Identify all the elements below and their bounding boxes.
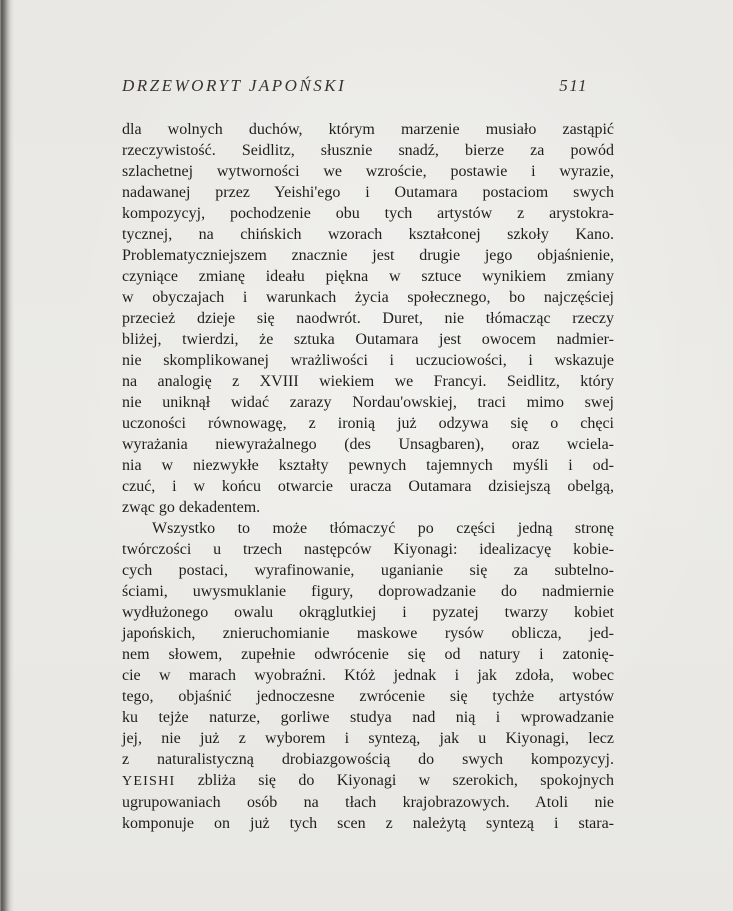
text-line: komponuje on już tych scen z należytą syntezą i stara- <box>122 815 614 832</box>
text-line: ugrupowaniach osób na tłach krajobrazowych. Atoli nie <box>122 794 614 811</box>
text-line: nie uniknął widać zarazy Nordau'owskiej, traci mimo swej <box>122 394 614 411</box>
text-line: wyrażania niewyrażalnego (des Unsagbaren), oraz wciela- <box>122 436 614 453</box>
text-line: ściami, uwysmuklanie figury, doprowadzanie do nadmiernie <box>122 583 614 600</box>
text-line: Wszystko to może tłómaczyć po części jedną stronę <box>152 520 614 537</box>
text-line: nem słowem, zupełnie odwrócenie się od natury i zatonię- <box>122 646 614 663</box>
text-line: szlachetnej wytworności we wzroście, postawie i wyrazie, <box>122 163 614 180</box>
text-line: YEISHI zbliża się do Kiyonagi w szerokich, spokojnych <box>122 772 614 789</box>
text-line: czuć, i w końcu otwarcie uracza Outamara dzisiejszą obelgą, <box>122 478 614 495</box>
text-line: ku tejże naturze, gorliwe studya nad nią i wprowadzanie <box>122 709 614 726</box>
text-line: twórczości u trzech następców Kiyonagi: idealizacyę kobie- <box>122 541 614 558</box>
text-line: przecież dzieje się naodwrót. Duret, nie tłómacząc rzeczy <box>122 310 614 327</box>
text-line: Problematyczniejszem znacznie jest drugie jego objaśnienie, <box>122 247 614 264</box>
text-line: uczoności równowagę, z ironią już odzywa się o chęci <box>122 415 614 432</box>
text-line: w obyczajach i warunkach życia społecznego, bo najczęściej <box>122 289 614 306</box>
running-title: DRZEWORYT JAPOŃSKI <box>122 76 347 95</box>
page-header <box>122 76 614 96</box>
text-line: wydłużonego owalu okrąglutkiej i pyzatej twarzy kobiet <box>122 604 614 621</box>
text-line: jej, nie już z wyborem i syntezą, jak u Kiyonagi, lecz <box>122 730 614 747</box>
text-line: nia w niezwykłe kształty pewnych tajemnych myśli i od- <box>122 457 614 474</box>
text-line: tego, objaśnić jednoczesne zwrócenie się tychże artystów <box>122 688 614 705</box>
text-line: tycznej, na chińskich wzorach kształconej szkoły Kano. <box>122 226 614 243</box>
text-line: na analogię z XVIII wiekiem we Francyi. Seidlitz, który <box>122 373 614 390</box>
text-line: bliżej, twierdzi, że sztuka Outamara jest owocem nadmier- <box>122 331 614 348</box>
text-line: czyniące zmianę ideału piękna w sztuce wynikiem zmiany <box>122 268 614 285</box>
text-line: z naturalistyczną drobiazgowością do swych kompozycyj. <box>122 751 614 768</box>
text-line: japońskich, znieruchomianie maskowe rysów oblicza, jed- <box>122 625 614 642</box>
text-line: cie w marach wyobraźni. Któż jednak i jak zdoła, wobec <box>122 667 614 684</box>
text-line: nadawanej przez Yeishi'ego i Outamara postaciom swych <box>122 184 614 201</box>
page-number: 511 <box>559 76 588 95</box>
artist-name-smallcaps: YEISHI <box>122 773 176 789</box>
body-text-block <box>122 119 614 834</box>
text-line: dla wolnych duchów, którym marzenie musiało zastąpić <box>122 121 614 138</box>
text-line: zwąc go dekadentem. <box>122 499 261 516</box>
text-line: rzeczywistość. Seidlitz, słusznie snadź, bierze za powód <box>122 142 614 159</box>
text-line: nie skomplikowanej wrażliwości i uczuciowości, i wskazuje <box>122 352 614 369</box>
text-line: cych postaci, wyrafinowanie, uganianie się za subtelno- <box>122 562 614 579</box>
page-gutter-shadow <box>0 0 14 911</box>
text-line: kompozycyj, pochodzenie obu tych artystów z arystokra- <box>122 205 614 222</box>
